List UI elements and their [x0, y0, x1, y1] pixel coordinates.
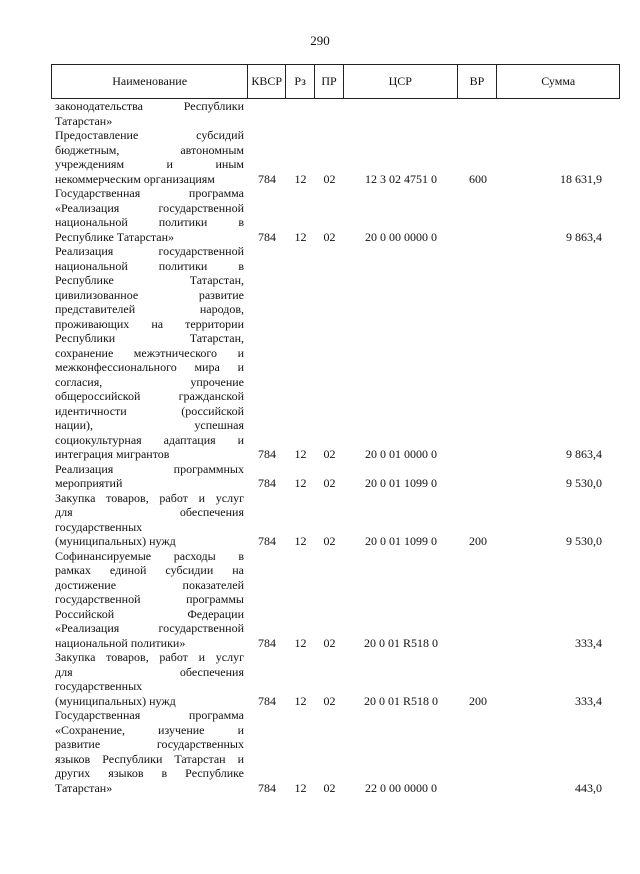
row-name-line: Государственная программа — [55, 186, 244, 200]
row-name-line: языков Республики Татарстан и — [55, 751, 244, 766]
header-csr: ЦСР — [344, 65, 458, 98]
row-name-line: законодательства Республики — [55, 99, 244, 113]
header-rz: Рз — [286, 65, 315, 98]
cell-kvsr: 784 — [258, 229, 276, 244]
cell-vr — [458, 708, 498, 795]
header-sum: Сумма — [541, 74, 576, 88]
row-name — [51, 549, 248, 651]
cell-vr: 200 — [469, 693, 487, 708]
header-name: Наименование — [52, 65, 248, 98]
cell-csr: 12 3 02 4751 0 — [365, 171, 437, 186]
header-kvsr: КВСР — [248, 65, 286, 98]
cell-kvsr: 784 — [258, 635, 276, 650]
table-row — [51, 650, 620, 708]
cell-pr: 02 — [323, 693, 336, 708]
row-name-line: Реализация программных — [55, 461, 244, 476]
cell-kvsr: 784 — [258, 476, 276, 490]
row-name-line: нации), успешная — [55, 418, 244, 432]
cell-csr: 20 0 01 R518 0 — [363, 693, 438, 708]
cell-sum — [498, 99, 620, 128]
header-pr: ПР — [315, 65, 344, 98]
row-name-line: представителей народов, — [55, 302, 244, 316]
row-name-line: Софинансируемые расходы в — [55, 548, 244, 563]
cell-sum: 18 631,9 — [560, 171, 602, 186]
row-name-line: «Сохранение, изучение и — [55, 722, 244, 737]
cell-kvsr: 784 — [258, 447, 276, 461]
row-name-line: для обеспечения — [55, 664, 244, 679]
row-name-line: Реализация государственной — [55, 244, 244, 258]
row-name-line: рамках единой субсидии на — [55, 563, 244, 577]
cell-pr: 02 — [323, 229, 336, 244]
row-name-line: национальной политики» — [55, 635, 186, 650]
table-row — [51, 708, 620, 795]
cell-csr: 22 0 00 0000 0 — [365, 780, 437, 795]
header-vr: ВР — [458, 65, 498, 98]
cell-csr: 20 0 01 R518 0 — [363, 635, 438, 650]
cell-rz: 12 — [294, 534, 307, 548]
cell-csr — [344, 99, 458, 128]
row-name-line: Татарстан» — [55, 113, 113, 128]
cell-sum: 333,4 — [575, 635, 602, 650]
cell-csr: 20 0 00 0000 0 — [365, 229, 437, 244]
row-name-line: Предоставление субсидий — [55, 128, 244, 142]
cell-sum: 443,0 — [575, 780, 602, 795]
row-name-line: сохранение межэтнического и — [55, 345, 244, 360]
row-name-line: государственных — [55, 679, 143, 693]
cell-vr — [458, 99, 498, 128]
row-name-line: Татарстан» — [55, 780, 113, 795]
row-name — [51, 650, 248, 708]
cell-sum: 9 530,0 — [566, 476, 602, 490]
row-name-line: социокультурная адаптация и — [55, 432, 244, 447]
row-name — [51, 186, 248, 244]
row-name-line: интеграция мигрантов — [55, 447, 170, 461]
cell-csr: 20 0 01 1099 0 — [365, 476, 437, 490]
table-row — [51, 491, 620, 549]
cell-pr: 02 — [323, 534, 336, 548]
row-name-line: Республики Татарстан, — [55, 331, 244, 345]
table-body — [51, 99, 620, 795]
row-name-line: мероприятий — [55, 476, 123, 490]
cell-vr — [458, 244, 498, 462]
table-row — [51, 549, 620, 651]
row-name — [51, 128, 248, 186]
cell-vr — [458, 186, 498, 244]
cell-rz: 12 — [294, 780, 307, 795]
row-name-line: Закупка товаров, работ и услуг — [55, 650, 244, 664]
row-name-line: Государственная программа — [55, 708, 244, 722]
row-name-line: некоммерческим организациям — [55, 171, 215, 186]
cell-pr: 02 — [323, 171, 336, 186]
row-name — [51, 462, 248, 491]
row-name-line: согласия, упрочение — [55, 374, 244, 389]
cell-rz: 12 — [294, 229, 307, 244]
cell-kvsr: 784 — [258, 171, 276, 186]
row-name-line: (муниципальных) нужд — [55, 534, 176, 548]
cell-kvsr — [248, 99, 286, 128]
row-name-line: Российской Федерации — [55, 606, 244, 621]
row-name-line: «Реализация государственной — [55, 200, 244, 215]
cell-vr — [458, 549, 498, 651]
cell-kvsr: 784 — [258, 534, 276, 548]
cell-csr: 20 0 01 0000 0 — [365, 447, 437, 461]
row-name-line: развитие государственных — [55, 737, 244, 751]
row-name-line: других языков в Республике — [55, 766, 244, 780]
row-name — [51, 244, 248, 462]
cell-sum: 9 863,4 — [566, 229, 602, 244]
cell-rz: 12 — [294, 635, 307, 650]
cell-kvsr: 784 — [258, 780, 276, 795]
row-name-line: Республике Татарстан» — [55, 229, 175, 244]
row-name-line: «Реализация государственной — [55, 621, 244, 635]
cell-vr — [458, 462, 498, 491]
row-name-line: (муниципальных) нужд — [55, 693, 176, 708]
row-name-line: Закупка товаров, работ и услуг — [55, 490, 244, 505]
table-row — [51, 186, 620, 244]
row-name-line: учреждениям и иным — [55, 157, 244, 171]
row-name — [51, 491, 248, 549]
cell-vr: 200 — [469, 534, 487, 548]
cell-rz: 12 — [294, 476, 307, 490]
table-row — [51, 128, 620, 186]
page-number: 290 — [310, 33, 330, 48]
cell-rz: 12 — [294, 447, 307, 461]
cell-vr: 600 — [469, 171, 487, 186]
cell-pr: 02 — [323, 635, 336, 650]
row-name-line: межконфессионального мира и — [55, 360, 244, 374]
row-name-line: государственной программы — [55, 592, 244, 606]
cell-csr: 20 0 01 1099 0 — [365, 534, 437, 548]
row-name-line: общероссийской гражданской — [55, 389, 244, 403]
table-row — [51, 244, 620, 462]
cell-rz: 12 — [294, 693, 307, 708]
cell-sum: 333,4 — [575, 693, 602, 708]
cell-sum: 9 530,0 — [566, 534, 602, 548]
row-name-line: цивилизованное развитие — [55, 287, 244, 302]
row-name-line: для обеспечения — [55, 505, 244, 519]
cell-rz — [286, 99, 315, 128]
cell-pr: 02 — [323, 476, 336, 490]
table-row — [51, 462, 620, 491]
row-name-line: национальной политики в — [55, 258, 244, 273]
cell-pr: 02 — [323, 447, 336, 461]
row-name-line: достижение показателей — [55, 577, 244, 592]
table-header — [51, 64, 620, 99]
row-name-line: проживающих на территории — [55, 316, 244, 331]
table-row — [51, 99, 620, 128]
cell-pr — [315, 99, 344, 128]
row-name-line: бюджетным, автономным — [55, 142, 244, 157]
cell-kvsr: 784 — [258, 693, 276, 708]
cell-rz: 12 — [294, 171, 307, 186]
cell-pr: 02 — [323, 780, 336, 795]
row-name-line: государственных — [55, 519, 143, 534]
row-name-line: Республике Татарстан, — [55, 273, 244, 287]
row-name — [51, 708, 248, 795]
row-name — [51, 99, 248, 128]
row-name-line: идентичности (российской — [55, 403, 244, 418]
cell-sum: 9 863,4 — [566, 447, 602, 461]
row-name-line: национальной политики в — [55, 215, 244, 229]
